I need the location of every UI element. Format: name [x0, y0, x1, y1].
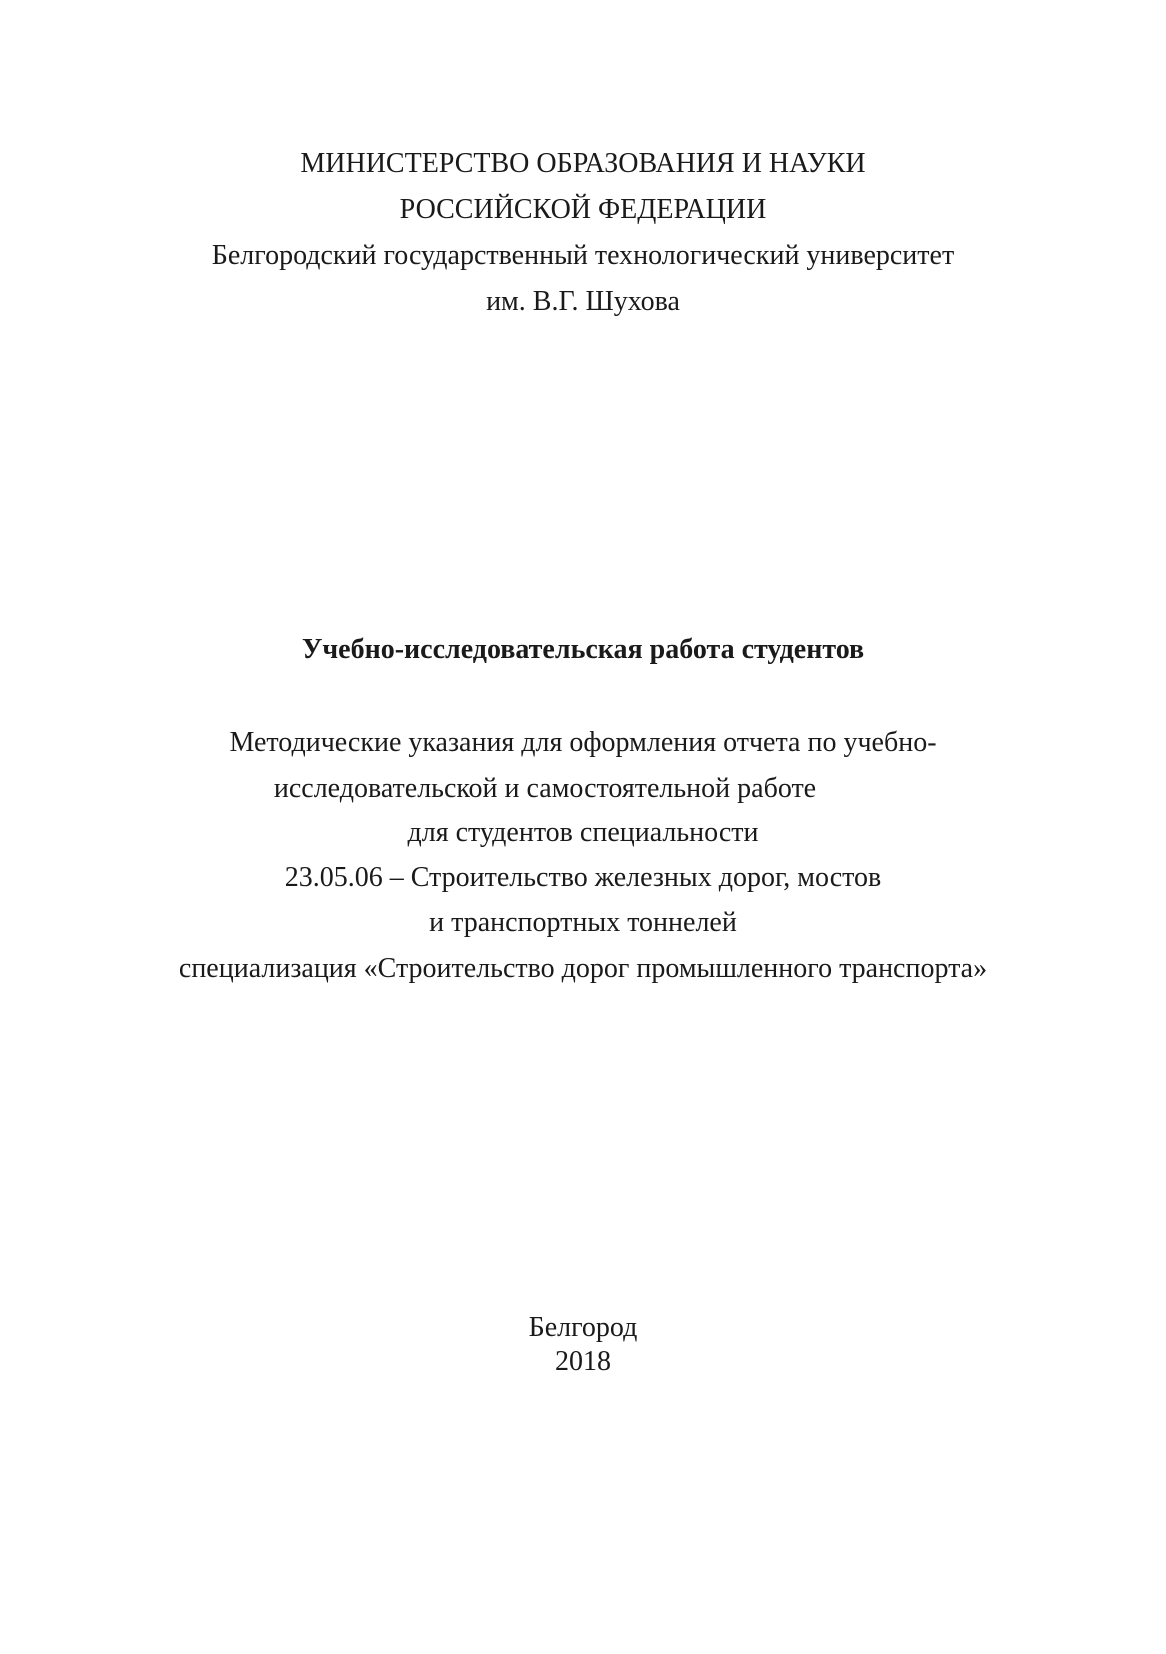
- specialty-code: 23.05.06 – Строительство железных дорог, мостов: [284, 862, 882, 893]
- university-name: Белгородский государственный технологический университет: [211, 240, 955, 271]
- year: 2018: [555, 1346, 611, 1377]
- subtitle-line-1: Методические указания для оформления отчета по учебно-: [229, 727, 937, 758]
- document-title: Учебно-исследовательская работа студентов: [301, 634, 865, 665]
- city: Белгород: [528, 1312, 638, 1343]
- university-named-after: им. В.Г. Шухова: [486, 286, 680, 317]
- ministry-line-1: МИНИСТЕРСТВО ОБРАЗОВАНИЯ И НАУКИ: [300, 148, 866, 179]
- subtitle-line-2: исследовательской и самостоятельной работе: [273, 773, 817, 804]
- specialization: специализация «Строительство дорог промышленного транспорта»: [178, 953, 988, 984]
- specialty-continuation: и транспортных тоннелей: [429, 907, 737, 938]
- subtitle-line-3: для студентов специальности: [407, 817, 759, 848]
- ministry-line-2: РОССИЙСКОЙ ФЕДЕРАЦИИ: [399, 194, 767, 225]
